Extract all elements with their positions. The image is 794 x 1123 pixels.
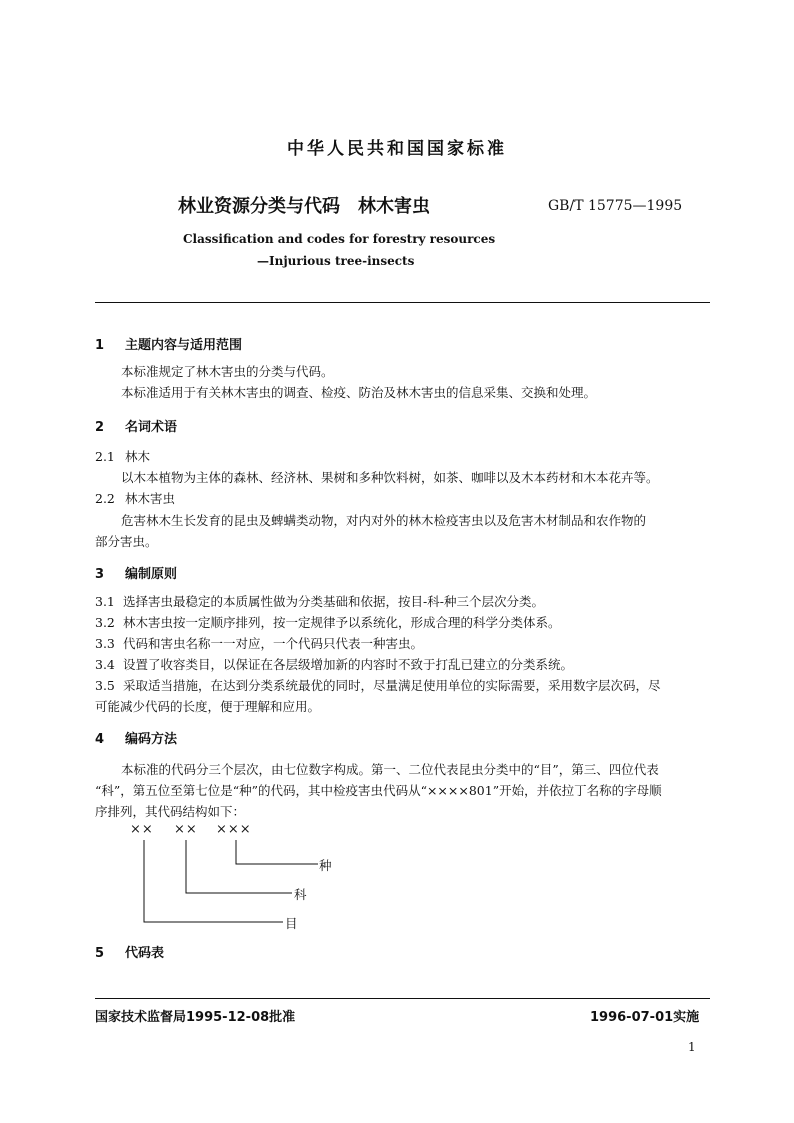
standard-number: GB/T 15775—1995 <box>548 198 683 214</box>
principle-3-5-text-line2: 可能减少代码的长度，便于理解和应用。 <box>95 699 321 714</box>
principle-3-3-text: 代码和害虫名称一一对应，一个代码只代表一种害虫。 <box>123 636 424 651</box>
section-4-heading <box>95 728 177 747</box>
principle-3-4-text: 设置了收容类目，以保证在各层级增加新的内容时不致于打乱已建立的分类系统。 <box>123 657 574 672</box>
effective-date: 1996-07-01实施 <box>590 1010 700 1025</box>
section-1-paragraph-2: 本标准适用于有关林木害虫的调查、检疫、防治及林木害虫的信息采集、交换和处理。 <box>121 385 597 400</box>
definition-2-2-number: 2.2 <box>95 491 115 506</box>
definition-2-1-term: 林木 <box>125 449 151 464</box>
title-english-line2: —Injurious tree-insects <box>257 254 415 268</box>
definition-2-2-heading <box>95 489 175 507</box>
code-group-family: ×× <box>174 822 198 837</box>
definition-2-1-heading <box>95 447 150 465</box>
section-5-number: 5 <box>95 946 105 961</box>
definition-2-1-number: 2.1 <box>95 449 115 464</box>
principle-3-1 <box>95 592 544 610</box>
principle-3-3-number: 3.3 <box>95 636 115 651</box>
principle-3-1-number: 3.1 <box>95 594 115 609</box>
principle-3-5-text-line1: 采取适当措施，在达到分类系统最优的同时，尽量满足使用单位的实际需要，采用数字层次码，尽 <box>123 678 661 693</box>
principle-3-1-text: 选择害虫最稳定的本质属性做为分类基础和依据，按目-科-种三个层次分类。 <box>123 594 544 609</box>
section-3-title: 编制原则 <box>125 567 178 582</box>
definition-2-2-term: 林木害虫 <box>125 491 176 506</box>
definition-2-2-text-line2: 部分害虫。 <box>95 534 158 549</box>
header-rule <box>95 302 710 303</box>
section-1-heading <box>95 334 242 353</box>
standard-type-header: 中华人民共和国国家标准 <box>287 139 507 159</box>
section-4-number: 4 <box>95 732 105 747</box>
principle-3-2-text: 林木害虫按一定顺序排列，按一定规律予以系统化，形成合理的科学分类体系。 <box>123 615 561 630</box>
code-group-order: ×× <box>130 822 154 837</box>
label-order: 目 <box>285 916 298 931</box>
section-2-title: 名词术语 <box>125 420 178 435</box>
section-5-heading <box>95 942 164 961</box>
section-1-number: 1 <box>95 338 105 353</box>
principle-3-4 <box>95 655 573 673</box>
label-family: 科 <box>294 887 307 902</box>
title-chinese: 林业资源分类与代码 林木害虫 <box>178 196 430 217</box>
principle-3-5-number: 3.5 <box>95 678 115 693</box>
section-4-paragraph-line1: 本标准的代码分三个层次，由七位数字构成。第一、二位代表昆虫分类中的“目”，第三、四位代表 <box>121 762 659 777</box>
definition-2-2-text-line1: 危害林木生长发育的昆虫及蜱螨类动物，对内对外的林木检疫害虫以及危害木材制品和农作物的 <box>121 513 647 528</box>
section-1-paragraph-1: 本标准规定了林木害虫的分类与代码。 <box>121 364 334 379</box>
title-english-line1: Classification and codes for forestry resources <box>183 232 496 246</box>
definition-2-1-text: 以木本植物为主体的森林、经济林、果树和多种饮料树，如茶、咖啡以及木本药材和木本花卉等。 <box>121 470 659 485</box>
section-4-paragraph-line3: 序排列，其代码结构如下： <box>95 804 246 819</box>
label-species: 种 <box>319 858 332 873</box>
section-4-paragraph-line2: “科”，第五位至第七位是“种”的代码，其中检疫害虫代码从“××××801”开始，并依拉丁名称的字母顺 <box>95 783 662 798</box>
family-connector <box>186 840 292 893</box>
principle-3-5 <box>95 676 661 694</box>
code-group-species: ××× <box>216 822 252 837</box>
principle-3-2 <box>95 613 561 631</box>
section-2-heading <box>95 416 177 435</box>
order-connector <box>144 840 283 922</box>
species-connector <box>236 840 318 864</box>
section-3-number: 3 <box>95 567 105 582</box>
section-1-title: 主题内容与适用范围 <box>125 338 243 353</box>
footer-rule <box>95 998 710 999</box>
section-3-heading <box>95 563 177 582</box>
section-5-title: 代码表 <box>125 946 165 961</box>
page-number: 1 <box>688 1040 696 1054</box>
principle-3-3 <box>95 634 423 652</box>
section-2-number: 2 <box>95 420 105 435</box>
section-4-title: 编码方法 <box>125 732 178 747</box>
principle-3-4-number: 3.4 <box>95 657 115 672</box>
principle-3-2-number: 3.2 <box>95 615 115 630</box>
approval-date: 国家技术监督局1995-12-08批准 <box>95 1010 296 1025</box>
